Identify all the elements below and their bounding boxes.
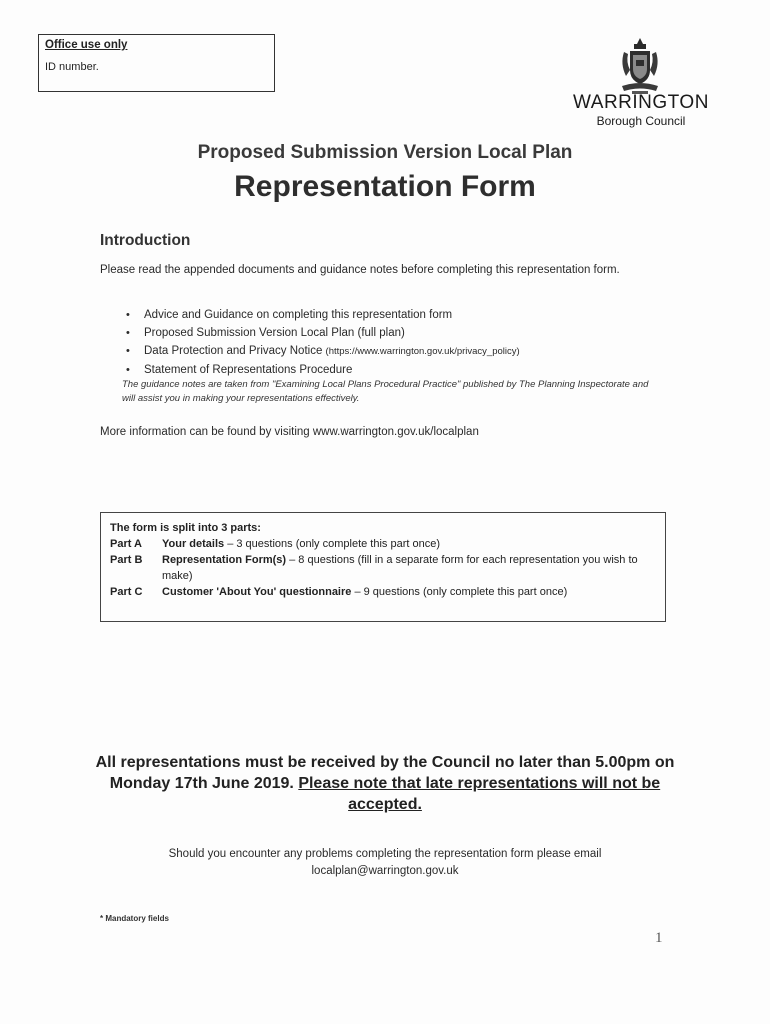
contact-info: [90, 846, 680, 880]
contact-text: Should you encounter any problems completing the representation form please email: [168, 848, 602, 860]
list-item: [126, 361, 520, 379]
part-row: [110, 552, 656, 584]
list-item-label: Advice and Guidance on completing this representation form: [144, 309, 453, 321]
office-use-box: [38, 34, 275, 92]
part-name: Your details: [162, 538, 225, 550]
page-number: 1: [655, 930, 663, 946]
coat-of-arms-icon: [618, 36, 662, 98]
privacy-policy-link[interactable]: (https://www.warrington.gov.uk/privacy_policy): [325, 346, 520, 357]
contact-email-link[interactable]: localplan@warrington.gov.uk: [311, 865, 459, 877]
list-item-label: Proposed Submission Version Local Plan (full plan): [144, 327, 405, 339]
part-label: Part B: [110, 554, 143, 566]
organisation-name: WARRINGTON: [573, 92, 709, 113]
part-description: – 9 questions (only complete this part once): [351, 586, 568, 598]
deadline-notice: [90, 752, 680, 815]
more-info-text: More information can be found by visiting www.warrington.gov.uk/localplan: [100, 426, 479, 438]
late-representations-note: Please note that late representations will not be accepted.: [298, 775, 661, 813]
part-name: Customer 'About You' questionnaire: [162, 586, 352, 598]
part-name: Representation Form(s): [162, 554, 287, 566]
part-row: [110, 536, 656, 552]
part-row: [110, 584, 656, 600]
list-item: [126, 342, 520, 361]
organisation-subtitle: Borough Council: [596, 114, 686, 128]
part-label: Part A: [110, 538, 142, 550]
part-description: – 3 questions (only complete this part once): [224, 538, 440, 550]
introduction-heading: Introduction: [100, 232, 191, 249]
part-label: Part C: [110, 586, 143, 598]
form-parts-box: [100, 512, 666, 622]
guidance-note: The guidance notes are taken from "Examining Local Plans Procedural Practice" published by The Planning Inspectorate and will assist you in making your representations effectively.: [122, 379, 649, 404]
mandatory-fields-note: * Mandatory fields: [100, 914, 169, 923]
office-use-title: Office use only: [45, 39, 128, 51]
list-item: [126, 306, 520, 324]
parts-intro: The form is split into 3 parts:: [110, 522, 261, 534]
list-item: [126, 324, 520, 342]
documents-list: [126, 306, 520, 379]
part-description: – 8 questions (fill in a separate form for each representation you wish to make): [162, 554, 638, 582]
document-subtitle: Proposed Submission Version Local Plan: [197, 142, 573, 163]
deadline-text: All representations must be received by the Council no later than 5.00pm on Monday 17th June 2019.: [95, 754, 675, 792]
introduction-text: Please read the appended documents and guidance notes before completing this representation form.: [100, 264, 620, 276]
document-title: Representation Form: [234, 170, 536, 203]
list-item-label: Statement of Representations Procedure: [144, 364, 353, 376]
list-item-label: Data Protection and Privacy Notice: [144, 345, 323, 357]
id-number-label: ID number.: [45, 61, 99, 73]
